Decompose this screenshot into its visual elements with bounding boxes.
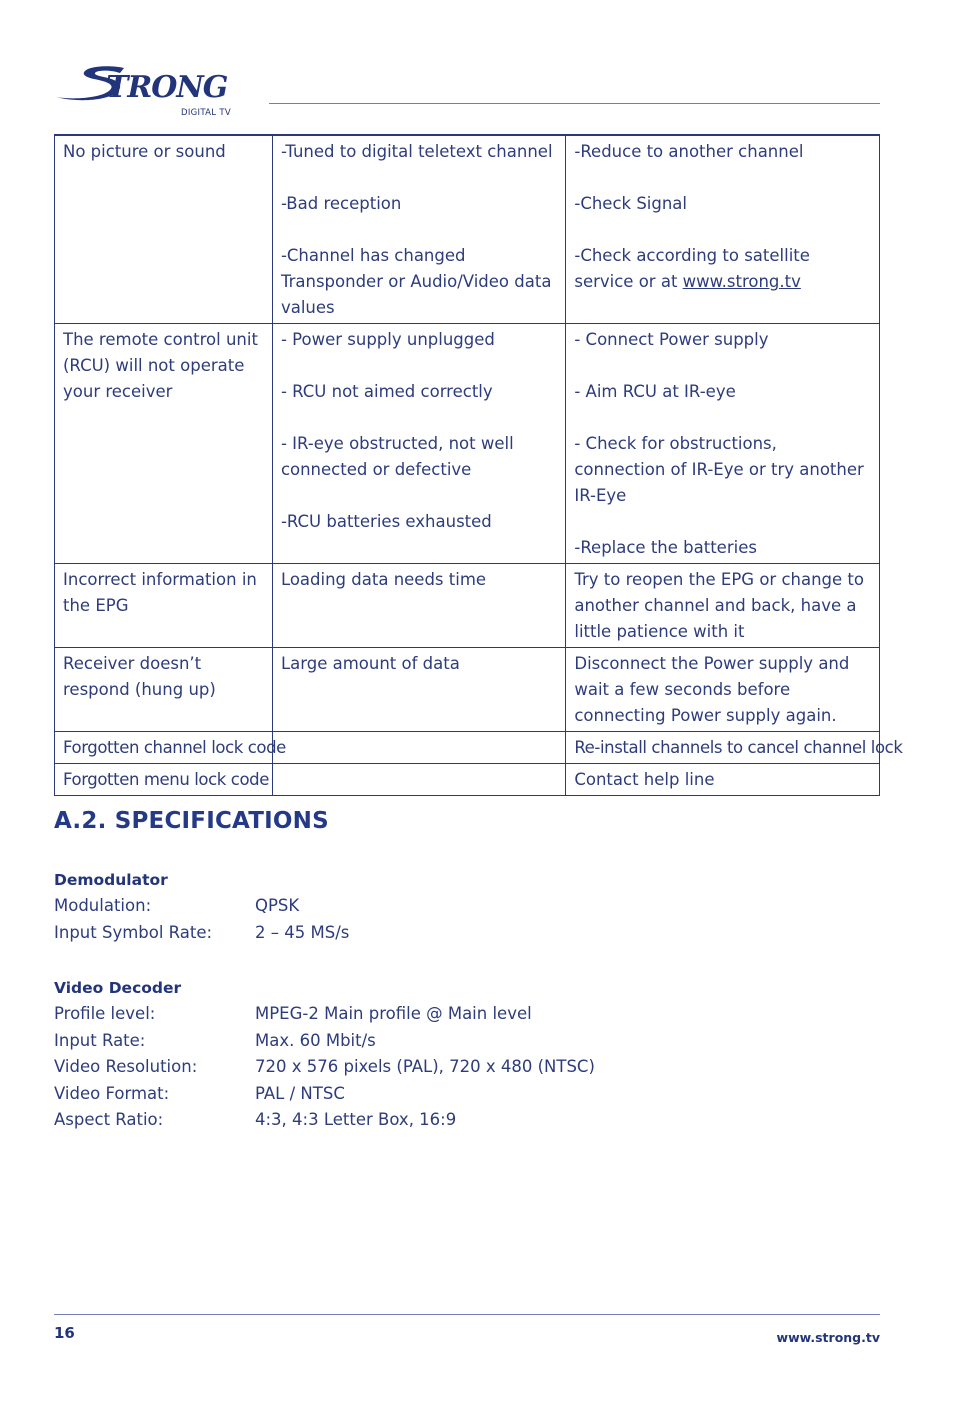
cause-cell	[272, 764, 565, 796]
remedy-cell: Try to reopen the EPG or change to another channel and back, have a little patience with it	[566, 564, 880, 648]
spec-label: Aspect Ratio:	[54, 1110, 164, 1130]
demodulator-specs	[54, 867, 754, 946]
table-row	[55, 324, 880, 564]
remedy-cell: Disconnect the Power supply and wait a few seconds before connecting Power supply again.	[566, 648, 880, 732]
spec-row	[54, 1054, 754, 1081]
table-row	[55, 732, 880, 764]
spec-value: QPSK	[255, 896, 300, 915]
spec-label: Profile level:	[54, 1004, 156, 1023]
spec-label: Input Symbol Rate:	[54, 922, 213, 942]
problem-cell: No picture or sound	[55, 135, 273, 324]
strong-logo-mark	[54, 64, 238, 104]
header-divider	[269, 103, 880, 104]
spec-heading: Video Decoder	[54, 979, 182, 997]
section-title: A.2. SPECIFICATIONS	[54, 808, 329, 834]
cause-cell: - Power supply unplugged - RCU not aimed correctly - IR-eye obstructed, not well connected or defective -RCU batteries exhausted	[272, 324, 565, 564]
spec-label: Input Rate:	[54, 1030, 146, 1050]
spec-label: Video Resolution:	[54, 1057, 198, 1077]
spec-row	[54, 893, 754, 920]
cause-cell	[272, 732, 565, 764]
table-row	[55, 135, 880, 324]
footer-url: www.strong.tv	[776, 1330, 880, 1345]
table-row	[55, 764, 880, 796]
troubleshooting-table	[54, 134, 903, 796]
spec-row	[54, 1001, 754, 1028]
strong-logo	[54, 64, 238, 120]
spec-value: 2 – 45 MS/s	[255, 922, 350, 942]
problem-cell: The remote control unit (RCU) will not operate your receiver	[55, 324, 273, 564]
spec-value: Max. 60 Mbit/s	[255, 1030, 376, 1050]
remedy-cell: Re-install channels to cancel channel lock	[566, 732, 880, 764]
spec-value: PAL / NTSC	[255, 1083, 345, 1103]
cause-cell: -Tuned to digital teletext channel -Bad reception -Channel has changed Transponder or Audio/Video data values	[272, 135, 565, 324]
problem-cell: Receiver doesn’t respond (hung up)	[55, 648, 273, 732]
remedy-cell: Contact help line	[566, 764, 880, 796]
problem-cell: Incorrect information in the EPG	[55, 564, 273, 648]
remedy-cell: - Connect Power supply - Aim RCU at IR-eye - Check for obstructions, connection of IR-Eye or try another IR-Eye -Replace the batteries	[566, 324, 880, 564]
spec-row	[54, 920, 754, 947]
video-decoder-specs	[54, 975, 754, 1134]
cause-cell: Large amount of data	[272, 648, 565, 732]
table-row	[55, 564, 880, 648]
logo-tagline: DIGITAL TV	[181, 108, 231, 118]
spec-row	[54, 1081, 754, 1108]
spec-row	[54, 1028, 754, 1055]
spec-value: 720 x 576 pixels (PAL), 720 x 480 (NTSC)	[255, 1057, 595, 1077]
problem-cell: Forgotten menu lock code	[55, 764, 273, 796]
strong-website-link[interactable]: www.strong.tv	[682, 272, 801, 291]
svg-text:TRONG: TRONG	[106, 70, 228, 104]
page-number: 16	[54, 1324, 75, 1342]
spec-value: MPEG-2 Main profile @ Main level	[255, 1004, 532, 1023]
problem-cell: Forgotten channel lock code	[55, 732, 273, 764]
cause-cell: Loading data needs time	[272, 564, 565, 648]
spec-heading: Demodulator	[54, 871, 168, 889]
footer-divider	[54, 1314, 880, 1315]
table-row	[55, 648, 880, 732]
spec-row	[54, 1107, 754, 1134]
spec-value: 4:3, 4:3 Letter Box, 16:9	[255, 1110, 457, 1130]
remedy-cell: -Reduce to another channel -Check Signal -Check according to satellite service or at www.strong.tv	[566, 135, 880, 324]
spec-label: Video Format:	[54, 1083, 170, 1103]
spec-label: Modulation:	[54, 896, 152, 915]
